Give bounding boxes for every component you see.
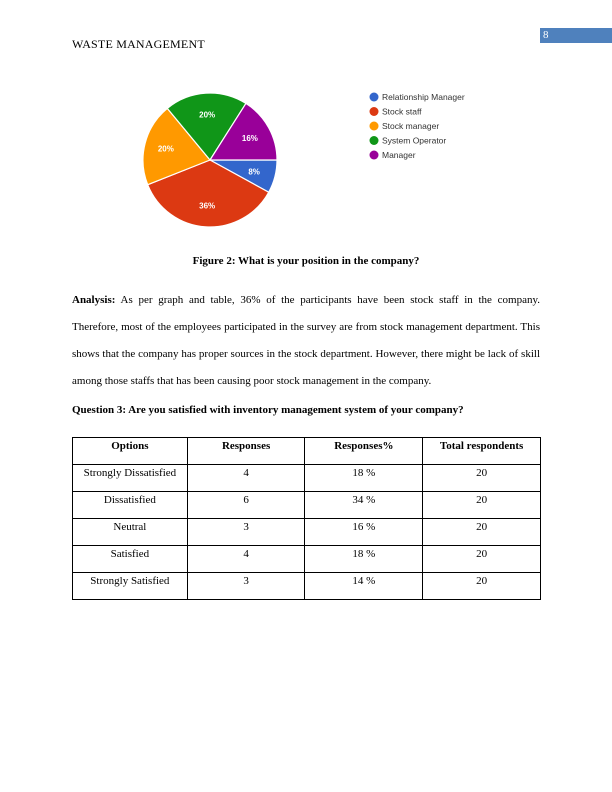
table-header-row [73,438,541,465]
legend-entry: Stock manager [382,121,440,131]
cell-percent: 18 % [305,546,423,573]
cell-percent: 18 % [305,465,423,492]
cell-responses: 3 [187,519,305,546]
legend-swatch [370,122,379,131]
legend-entry: Stock staff [382,106,422,117]
header-total-respondents: Total respondents [423,438,541,465]
cell-option: Satisfied [73,546,188,573]
figure-caption: Figure 2: What is your position in the company? [192,255,420,267]
analysis-label: Analysis: [72,294,116,306]
cell-total: 20 [423,573,541,600]
slice-label: 20% [199,110,216,120]
table-row [73,573,541,600]
slice-label: 20% [157,144,174,154]
legend-entry: Relationship Manager [382,92,465,102]
cell-responses: 3 [187,573,305,600]
table-row [73,465,541,492]
running-header: WASTE MANAGEMENT [72,37,205,51]
table-row [73,492,541,519]
cell-percent: 16 % [305,519,423,546]
cell-responses: 6 [187,492,305,519]
cell-responses: 4 [187,465,305,492]
cell-option: Strongly Dissatisfied [73,465,188,492]
table-row [73,546,541,573]
question-heading: Question 3: Are you satisfied with inventory management system of your company? [72,404,464,416]
header-options: Options [73,438,188,465]
analysis-text: As per graph and table, 36% of the participants have been stock staff in the company. Therefore, most of the employees participated in the survey are from stock management department. This shows that the company has proper sources in the stock department. However, there might be lack of skill among those staffs that has been causing poor stock management in the company. [72,294,540,387]
legend-swatch [370,136,379,145]
cell-responses: 4 [187,546,305,573]
analysis-paragraph [72,287,540,395]
slice-label: 8% [248,167,260,177]
cell-option: Neutral [73,519,188,546]
cell-total: 20 [423,546,541,573]
satisfaction-table [72,437,541,600]
legend-swatch [370,107,379,116]
slice-label: 36% [199,201,216,211]
cell-percent: 34 % [305,492,423,519]
cell-option: Strongly Satisfied [73,573,188,600]
header-responses-percent: Responses% [305,438,423,465]
cell-total: 20 [423,465,541,492]
header-responses: Responses [187,438,305,465]
slice-label: 16% [241,134,258,144]
position-pie-chart [130,80,490,240]
legend-entry: Manager [382,150,416,160]
cell-option: Dissatisfied [73,492,188,519]
page-number: 8 [540,28,612,43]
cell-percent: 14 % [305,573,423,600]
table-row [73,519,541,546]
cell-total: 20 [423,519,541,546]
legend-entry: System Operator [382,135,447,146]
legend-swatch [370,93,379,102]
legend-swatch [370,151,379,160]
cell-total: 20 [423,492,541,519]
